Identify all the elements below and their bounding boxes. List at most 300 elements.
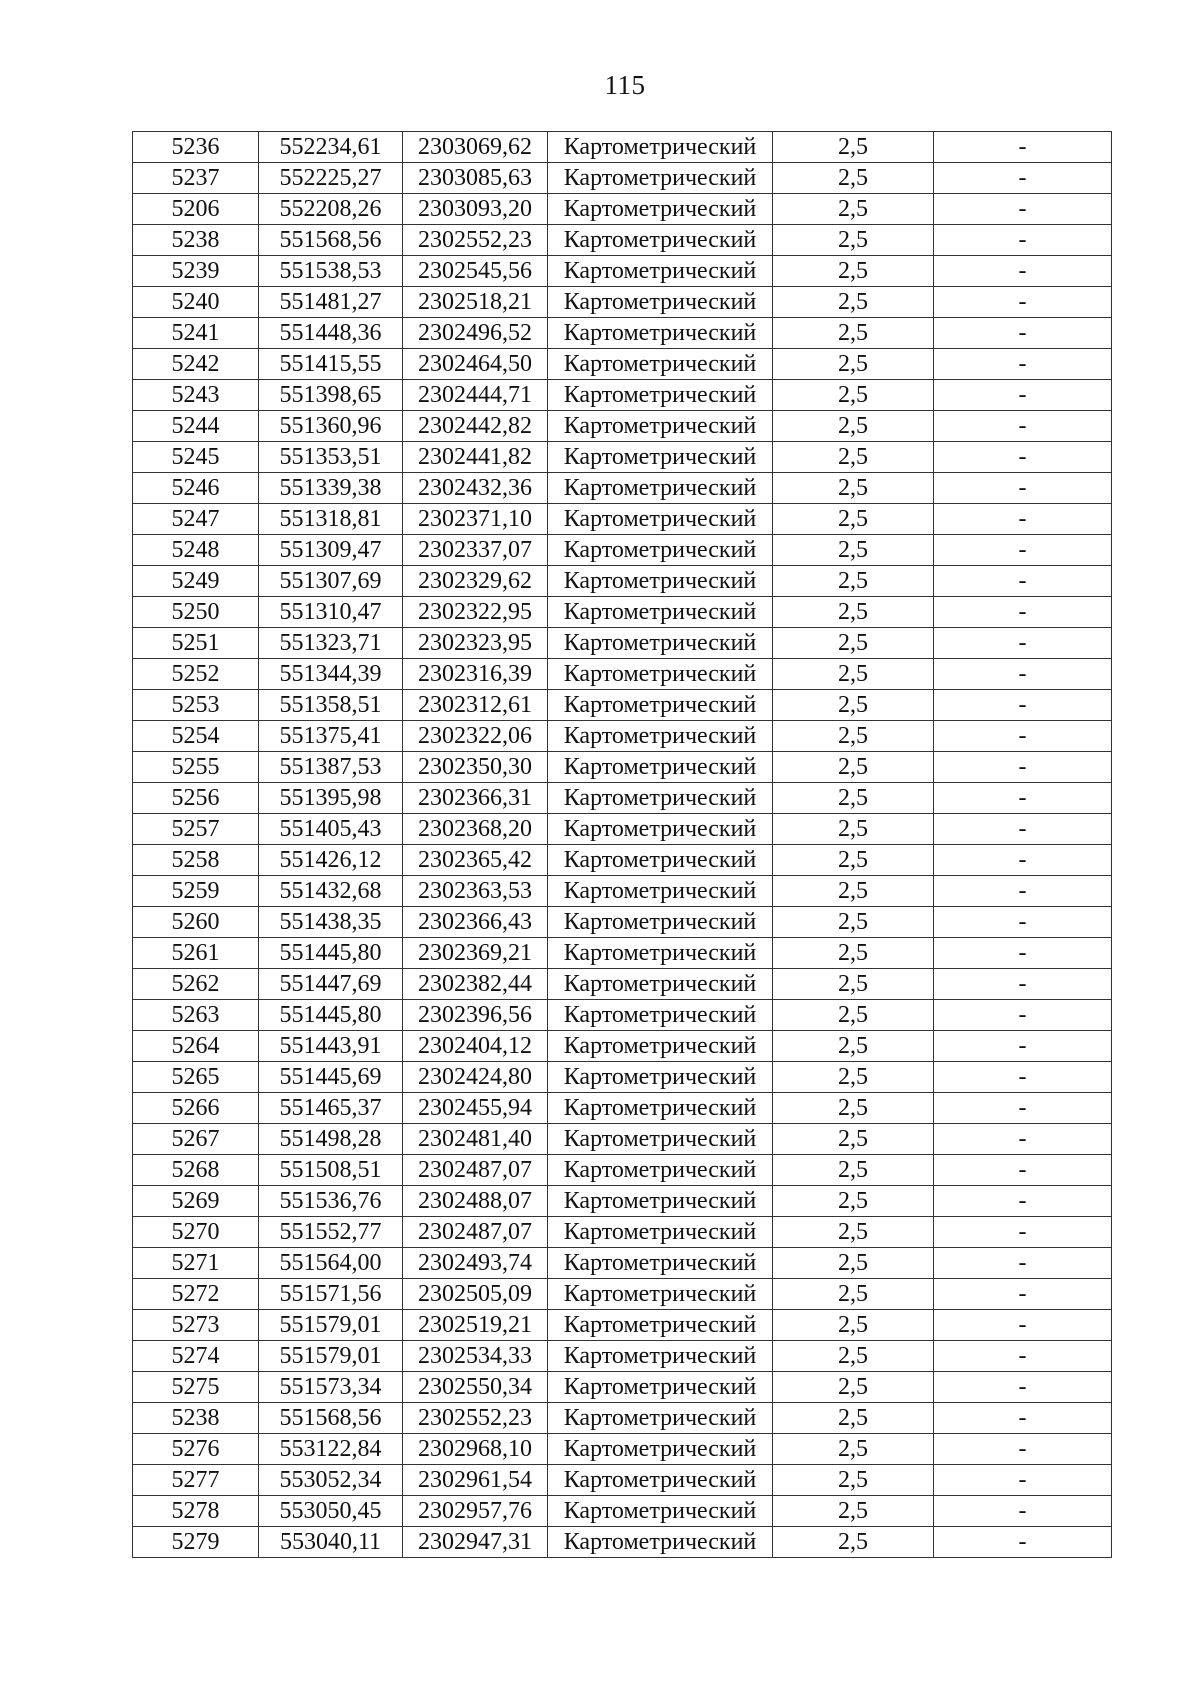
- method-cell: Картометрический: [548, 194, 773, 225]
- y-coordinate-cell: 2302481,40: [403, 1124, 548, 1155]
- method-cell: Картометрический: [548, 1310, 773, 1341]
- table-row: [133, 1124, 1112, 1155]
- accuracy-cell: 2,5: [773, 256, 934, 287]
- y-coordinate-cell: 2302404,12: [403, 1031, 548, 1062]
- y-coordinate-cell: 2302487,07: [403, 1155, 548, 1186]
- x-coordinate-cell: 552234,61: [259, 132, 403, 163]
- point-number-cell: 5273: [133, 1310, 259, 1341]
- y-coordinate-cell: 2302961,54: [403, 1465, 548, 1496]
- point-number-cell: 5237: [133, 163, 259, 194]
- point-number-cell: 5253: [133, 690, 259, 721]
- method-cell: Картометрический: [548, 845, 773, 876]
- accuracy-cell: 2,5: [773, 1341, 934, 1372]
- x-coordinate-cell: 551415,55: [259, 349, 403, 380]
- y-coordinate-cell: 2302312,61: [403, 690, 548, 721]
- accuracy-cell: 2,5: [773, 1124, 934, 1155]
- accuracy-cell: 2,5: [773, 1465, 934, 1496]
- x-coordinate-cell: 551508,51: [259, 1155, 403, 1186]
- table-row: [133, 194, 1112, 225]
- table-row: [133, 721, 1112, 752]
- y-coordinate-cell: 2302337,07: [403, 535, 548, 566]
- x-coordinate-cell: 551426,12: [259, 845, 403, 876]
- table-row: [133, 225, 1112, 256]
- accuracy-cell: 2,5: [773, 845, 934, 876]
- accuracy-cell: 2,5: [773, 411, 934, 442]
- accuracy-cell: 2,5: [773, 1093, 934, 1124]
- method-cell: Картометрический: [548, 225, 773, 256]
- point-number-cell: 5254: [133, 721, 259, 752]
- method-cell: Картометрический: [548, 1434, 773, 1465]
- accuracy-cell: 2,5: [773, 566, 934, 597]
- point-number-cell: 5252: [133, 659, 259, 690]
- table-row: [133, 163, 1112, 194]
- table-row: [133, 349, 1112, 380]
- note-cell: -: [934, 566, 1112, 597]
- method-cell: Картометрический: [548, 1031, 773, 1062]
- method-cell: Картометрический: [548, 1217, 773, 1248]
- point-number-cell: 5248: [133, 535, 259, 566]
- y-coordinate-cell: 2302329,62: [403, 566, 548, 597]
- note-cell: -: [934, 1372, 1112, 1403]
- note-cell: -: [934, 1155, 1112, 1186]
- point-number-cell: 5244: [133, 411, 259, 442]
- method-cell: Картометрический: [548, 442, 773, 473]
- table-row: [133, 876, 1112, 907]
- point-number-cell: 5239: [133, 256, 259, 287]
- method-cell: Картометрический: [548, 1465, 773, 1496]
- x-coordinate-cell: 551445,69: [259, 1062, 403, 1093]
- y-coordinate-cell: 2302323,95: [403, 628, 548, 659]
- x-coordinate-cell: 551323,71: [259, 628, 403, 659]
- method-cell: Картометрический: [548, 1527, 773, 1558]
- y-coordinate-cell: 2302396,56: [403, 1000, 548, 1031]
- table-row: [133, 845, 1112, 876]
- note-cell: -: [934, 349, 1112, 380]
- method-cell: Картометрический: [548, 752, 773, 783]
- y-coordinate-cell: 2302322,06: [403, 721, 548, 752]
- method-cell: Картометрический: [548, 1372, 773, 1403]
- point-number-cell: 5241: [133, 318, 259, 349]
- point-number-cell: 5262: [133, 969, 259, 1000]
- method-cell: Картометрический: [548, 721, 773, 752]
- note-cell: -: [934, 380, 1112, 411]
- accuracy-cell: 2,5: [773, 907, 934, 938]
- x-coordinate-cell: 553052,34: [259, 1465, 403, 1496]
- method-cell: Картометрический: [548, 597, 773, 628]
- table-row: [133, 566, 1112, 597]
- method-cell: Картометрический: [548, 783, 773, 814]
- method-cell: Картометрический: [548, 256, 773, 287]
- note-cell: -: [934, 721, 1112, 752]
- accuracy-cell: 2,5: [773, 1310, 934, 1341]
- y-coordinate-cell: 2302441,82: [403, 442, 548, 473]
- accuracy-cell: 2,5: [773, 1217, 934, 1248]
- x-coordinate-cell: 551498,28: [259, 1124, 403, 1155]
- note-cell: -: [934, 1062, 1112, 1093]
- point-number-cell: 5242: [133, 349, 259, 380]
- point-number-cell: 5245: [133, 442, 259, 473]
- x-coordinate-cell: 551568,56: [259, 1403, 403, 1434]
- note-cell: -: [934, 752, 1112, 783]
- point-number-cell: 5246: [133, 473, 259, 504]
- point-number-cell: 5256: [133, 783, 259, 814]
- x-coordinate-cell: 553050,45: [259, 1496, 403, 1527]
- page-number: 115: [604, 70, 646, 100]
- method-cell: Картометрический: [548, 132, 773, 163]
- table-row: [133, 1465, 1112, 1496]
- x-coordinate-cell: 551398,65: [259, 380, 403, 411]
- y-coordinate-cell: 2302464,50: [403, 349, 548, 380]
- table-row: [133, 1434, 1112, 1465]
- point-number-cell: 5265: [133, 1062, 259, 1093]
- y-coordinate-cell: 2302442,82: [403, 411, 548, 442]
- method-cell: Картометрический: [548, 1186, 773, 1217]
- accuracy-cell: 2,5: [773, 1000, 934, 1031]
- y-coordinate-cell: 2302369,21: [403, 938, 548, 969]
- method-cell: Картометрический: [548, 504, 773, 535]
- accuracy-cell: 2,5: [773, 349, 934, 380]
- note-cell: -: [934, 659, 1112, 690]
- point-number-cell: 5255: [133, 752, 259, 783]
- y-coordinate-cell: 2302432,36: [403, 473, 548, 504]
- table-row: [133, 473, 1112, 504]
- y-coordinate-cell: 2302534,33: [403, 1341, 548, 1372]
- coordinates-table-body: [133, 132, 1112, 1558]
- point-number-cell: 5276: [133, 1434, 259, 1465]
- note-cell: -: [934, 814, 1112, 845]
- x-coordinate-cell: 551339,38: [259, 473, 403, 504]
- x-coordinate-cell: 551432,68: [259, 876, 403, 907]
- table-row: [133, 1000, 1112, 1031]
- point-number-cell: 5258: [133, 845, 259, 876]
- note-cell: -: [934, 1124, 1112, 1155]
- point-number-cell: 5236: [133, 132, 259, 163]
- note-cell: -: [934, 535, 1112, 566]
- table-row: [133, 690, 1112, 721]
- table-row: [133, 752, 1112, 783]
- method-cell: Картометрический: [548, 1093, 773, 1124]
- accuracy-cell: 2,5: [773, 287, 934, 318]
- table-row: [133, 628, 1112, 659]
- y-coordinate-cell: 2302350,30: [403, 752, 548, 783]
- accuracy-cell: 2,5: [773, 442, 934, 473]
- table-row: [133, 969, 1112, 1000]
- point-number-cell: 5240: [133, 287, 259, 318]
- accuracy-cell: 2,5: [773, 225, 934, 256]
- point-number-cell: 5263: [133, 1000, 259, 1031]
- y-coordinate-cell: 2303093,20: [403, 194, 548, 225]
- x-coordinate-cell: 552225,27: [259, 163, 403, 194]
- y-coordinate-cell: 2302957,76: [403, 1496, 548, 1527]
- note-cell: -: [934, 1093, 1112, 1124]
- method-cell: Картометрический: [548, 566, 773, 597]
- x-coordinate-cell: 551536,76: [259, 1186, 403, 1217]
- method-cell: Картометрический: [548, 628, 773, 659]
- note-cell: -: [934, 504, 1112, 535]
- x-coordinate-cell: 551344,39: [259, 659, 403, 690]
- accuracy-cell: 2,5: [773, 1186, 934, 1217]
- accuracy-cell: 2,5: [773, 659, 934, 690]
- note-cell: -: [934, 1310, 1112, 1341]
- table-row: [133, 1310, 1112, 1341]
- note-cell: -: [934, 1217, 1112, 1248]
- table-row: [133, 411, 1112, 442]
- x-coordinate-cell: 551318,81: [259, 504, 403, 535]
- x-coordinate-cell: 551445,80: [259, 938, 403, 969]
- y-coordinate-cell: 2302487,07: [403, 1217, 548, 1248]
- method-cell: Картометрический: [548, 1341, 773, 1372]
- point-number-cell: 5257: [133, 814, 259, 845]
- y-coordinate-cell: 2302366,43: [403, 907, 548, 938]
- point-number-cell: 5251: [133, 628, 259, 659]
- table-row: [133, 1372, 1112, 1403]
- point-number-cell: 5270: [133, 1217, 259, 1248]
- accuracy-cell: 2,5: [773, 1031, 934, 1062]
- x-coordinate-cell: 551447,69: [259, 969, 403, 1000]
- y-coordinate-cell: 2302505,09: [403, 1279, 548, 1310]
- x-coordinate-cell: 551358,51: [259, 690, 403, 721]
- x-coordinate-cell: 551387,53: [259, 752, 403, 783]
- note-cell: -: [934, 1000, 1112, 1031]
- y-coordinate-cell: 2302316,39: [403, 659, 548, 690]
- accuracy-cell: 2,5: [773, 876, 934, 907]
- table-row: [133, 504, 1112, 535]
- x-coordinate-cell: 551448,36: [259, 318, 403, 349]
- note-cell: -: [934, 1496, 1112, 1527]
- table-row: [133, 1155, 1112, 1186]
- method-cell: Картометрический: [548, 380, 773, 411]
- table-row: [133, 442, 1112, 473]
- point-number-cell: 5275: [133, 1372, 259, 1403]
- note-cell: -: [934, 938, 1112, 969]
- accuracy-cell: 2,5: [773, 535, 934, 566]
- x-coordinate-cell: 551353,51: [259, 442, 403, 473]
- x-coordinate-cell: 551552,77: [259, 1217, 403, 1248]
- point-number-cell: 5247: [133, 504, 259, 535]
- table-row: [133, 783, 1112, 814]
- x-coordinate-cell: 552208,26: [259, 194, 403, 225]
- point-number-cell: 5264: [133, 1031, 259, 1062]
- note-cell: -: [934, 132, 1112, 163]
- y-coordinate-cell: 2302365,42: [403, 845, 548, 876]
- x-coordinate-cell: 551571,56: [259, 1279, 403, 1310]
- method-cell: Картометрический: [548, 938, 773, 969]
- table-row: [133, 132, 1112, 163]
- method-cell: Картометрический: [548, 1062, 773, 1093]
- method-cell: Картометрический: [548, 1279, 773, 1310]
- method-cell: Картометрический: [548, 1155, 773, 1186]
- table-row: [133, 597, 1112, 628]
- x-coordinate-cell: 551573,34: [259, 1372, 403, 1403]
- x-coordinate-cell: 551395,98: [259, 783, 403, 814]
- note-cell: -: [934, 597, 1112, 628]
- accuracy-cell: 2,5: [773, 814, 934, 845]
- table-row: [133, 1248, 1112, 1279]
- x-coordinate-cell: 551564,00: [259, 1248, 403, 1279]
- y-coordinate-cell: 2302947,31: [403, 1527, 548, 1558]
- accuracy-cell: 2,5: [773, 1372, 934, 1403]
- x-coordinate-cell: 551579,01: [259, 1341, 403, 1372]
- accuracy-cell: 2,5: [773, 1434, 934, 1465]
- accuracy-cell: 2,5: [773, 690, 934, 721]
- method-cell: Картометрический: [548, 349, 773, 380]
- y-coordinate-cell: 2303069,62: [403, 132, 548, 163]
- x-coordinate-cell: 551443,91: [259, 1031, 403, 1062]
- x-coordinate-cell: 551465,37: [259, 1093, 403, 1124]
- accuracy-cell: 2,5: [773, 1062, 934, 1093]
- accuracy-cell: 2,5: [773, 1496, 934, 1527]
- accuracy-cell: 2,5: [773, 318, 934, 349]
- method-cell: Картометрический: [548, 287, 773, 318]
- point-number-cell: 5238: [133, 1403, 259, 1434]
- table-row: [133, 1279, 1112, 1310]
- note-cell: -: [934, 1248, 1112, 1279]
- table-row: [133, 1062, 1112, 1093]
- note-cell: -: [934, 1527, 1112, 1558]
- method-cell: Картометрический: [548, 1403, 773, 1434]
- note-cell: -: [934, 969, 1112, 1000]
- table-row: [133, 1217, 1112, 1248]
- point-number-cell: 5250: [133, 597, 259, 628]
- x-coordinate-cell: 553122,84: [259, 1434, 403, 1465]
- accuracy-cell: 2,5: [773, 783, 934, 814]
- y-coordinate-cell: 2302322,95: [403, 597, 548, 628]
- point-number-cell: 5259: [133, 876, 259, 907]
- note-cell: -: [934, 1403, 1112, 1434]
- note-cell: -: [934, 628, 1112, 659]
- note-cell: -: [934, 163, 1112, 194]
- note-cell: -: [934, 876, 1112, 907]
- method-cell: Картометрический: [548, 1248, 773, 1279]
- y-coordinate-cell: 2302550,34: [403, 1372, 548, 1403]
- x-coordinate-cell: 551375,41: [259, 721, 403, 752]
- point-number-cell: 5267: [133, 1124, 259, 1155]
- accuracy-cell: 2,5: [773, 1279, 934, 1310]
- y-coordinate-cell: 2302488,07: [403, 1186, 548, 1217]
- method-cell: Картометрический: [548, 1000, 773, 1031]
- accuracy-cell: 2,5: [773, 1155, 934, 1186]
- note-cell: -: [934, 845, 1112, 876]
- point-number-cell: 5278: [133, 1496, 259, 1527]
- method-cell: Картометрический: [548, 163, 773, 194]
- point-number-cell: 5272: [133, 1279, 259, 1310]
- accuracy-cell: 2,5: [773, 597, 934, 628]
- table-row: [133, 1186, 1112, 1217]
- accuracy-cell: 2,5: [773, 132, 934, 163]
- method-cell: Картометрический: [548, 876, 773, 907]
- method-cell: Картометрический: [548, 535, 773, 566]
- y-coordinate-cell: 2302444,71: [403, 380, 548, 411]
- table-row: [133, 1527, 1112, 1558]
- note-cell: -: [934, 225, 1112, 256]
- note-cell: -: [934, 256, 1112, 287]
- note-cell: -: [934, 194, 1112, 225]
- note-cell: -: [934, 1279, 1112, 1310]
- accuracy-cell: 2,5: [773, 752, 934, 783]
- note-cell: -: [934, 442, 1112, 473]
- table-row: [133, 659, 1112, 690]
- note-cell: -: [934, 1341, 1112, 1372]
- accuracy-cell: 2,5: [773, 504, 934, 535]
- point-number-cell: 5271: [133, 1248, 259, 1279]
- method-cell: Картометрический: [548, 969, 773, 1000]
- point-number-cell: 5261: [133, 938, 259, 969]
- accuracy-cell: 2,5: [773, 628, 934, 659]
- method-cell: Картометрический: [548, 1496, 773, 1527]
- table-row: [133, 1496, 1112, 1527]
- table-row: [133, 1341, 1112, 1372]
- coordinates-table: [132, 131, 1112, 1558]
- note-cell: -: [934, 907, 1112, 938]
- point-number-cell: 5243: [133, 380, 259, 411]
- accuracy-cell: 2,5: [773, 1403, 934, 1434]
- x-coordinate-cell: 553040,11: [259, 1527, 403, 1558]
- note-cell: -: [934, 1186, 1112, 1217]
- accuracy-cell: 2,5: [773, 938, 934, 969]
- accuracy-cell: 2,5: [773, 721, 934, 752]
- y-coordinate-cell: 2302552,23: [403, 1403, 548, 1434]
- method-cell: Картометрический: [548, 411, 773, 442]
- table-row: [133, 814, 1112, 845]
- x-coordinate-cell: 551579,01: [259, 1310, 403, 1341]
- y-coordinate-cell: 2302366,31: [403, 783, 548, 814]
- x-coordinate-cell: 551481,27: [259, 287, 403, 318]
- x-coordinate-cell: 551307,69: [259, 566, 403, 597]
- method-cell: Картометрический: [548, 690, 773, 721]
- accuracy-cell: 2,5: [773, 380, 934, 411]
- table-row: [133, 318, 1112, 349]
- point-number-cell: 5268: [133, 1155, 259, 1186]
- accuracy-cell: 2,5: [773, 194, 934, 225]
- y-coordinate-cell: 2302455,94: [403, 1093, 548, 1124]
- x-coordinate-cell: 551405,43: [259, 814, 403, 845]
- method-cell: Картометрический: [548, 907, 773, 938]
- y-coordinate-cell: 2302552,23: [403, 225, 548, 256]
- method-cell: Картометрический: [548, 318, 773, 349]
- note-cell: -: [934, 318, 1112, 349]
- point-number-cell: 5249: [133, 566, 259, 597]
- y-coordinate-cell: 2302424,80: [403, 1062, 548, 1093]
- y-coordinate-cell: 2302493,74: [403, 1248, 548, 1279]
- note-cell: -: [934, 1465, 1112, 1496]
- accuracy-cell: 2,5: [773, 969, 934, 1000]
- note-cell: -: [934, 411, 1112, 442]
- note-cell: -: [934, 473, 1112, 504]
- x-coordinate-cell: 551538,53: [259, 256, 403, 287]
- point-number-cell: 5274: [133, 1341, 259, 1372]
- x-coordinate-cell: 551438,35: [259, 907, 403, 938]
- y-coordinate-cell: 2302518,21: [403, 287, 548, 318]
- accuracy-cell: 2,5: [773, 163, 934, 194]
- x-coordinate-cell: 551568,56: [259, 225, 403, 256]
- accuracy-cell: 2,5: [773, 1527, 934, 1558]
- point-number-cell: 5277: [133, 1465, 259, 1496]
- method-cell: Картометрический: [548, 473, 773, 504]
- y-coordinate-cell: 2302371,10: [403, 504, 548, 535]
- table-row: [133, 380, 1112, 411]
- y-coordinate-cell: 2302382,44: [403, 969, 548, 1000]
- note-cell: -: [934, 783, 1112, 814]
- table-row: [133, 938, 1112, 969]
- note-cell: -: [934, 1031, 1112, 1062]
- accuracy-cell: 2,5: [773, 1248, 934, 1279]
- point-number-cell: 5266: [133, 1093, 259, 1124]
- x-coordinate-cell: 551445,80: [259, 1000, 403, 1031]
- y-coordinate-cell: 2302368,20: [403, 814, 548, 845]
- accuracy-cell: 2,5: [773, 473, 934, 504]
- table-row: [133, 907, 1112, 938]
- point-number-cell: 5206: [133, 194, 259, 225]
